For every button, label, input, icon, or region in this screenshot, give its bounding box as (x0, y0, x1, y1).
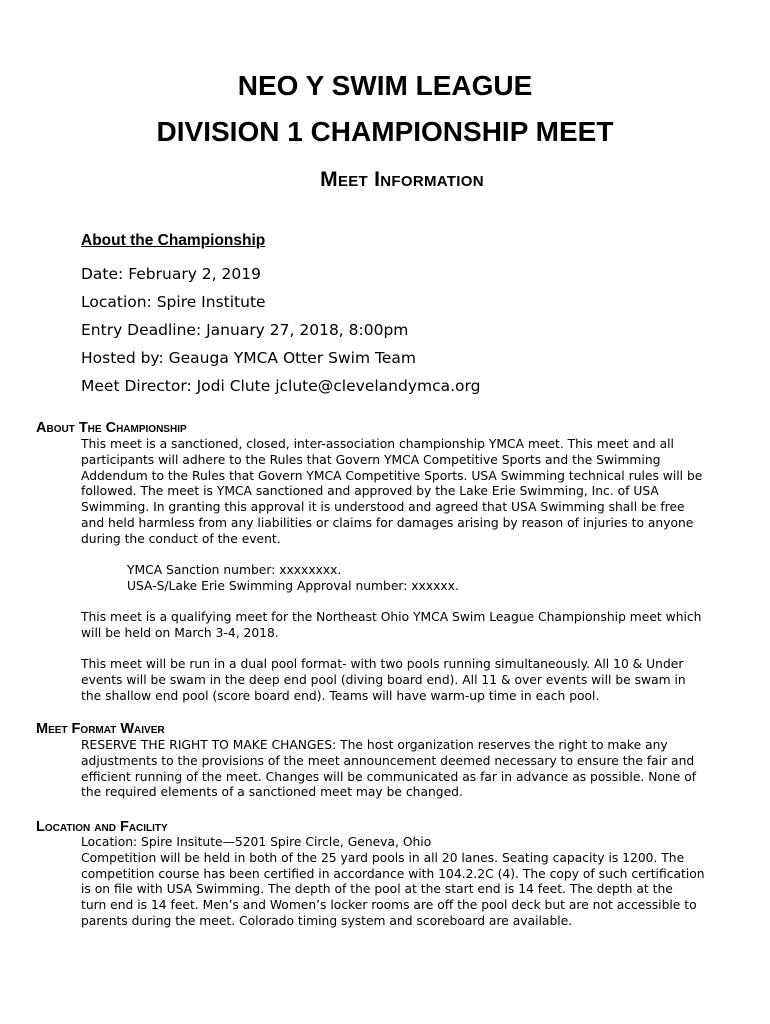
paragraph-line: Addendum to the Rules that Govern YMCA Competitive Sports. USA Swimming technical rules will be (81, 468, 703, 483)
paragraph-line: RESERVE THE RIGHT TO MAKE CHANGES: The host organization reserves the right to make any (81, 738, 668, 752)
paragraph-line: Location: Spire Insitute—5201 Spire Circle, Geneva, Ohio (81, 835, 432, 849)
paragraph-line: followed. The meet is YMCA sanctioned and approved by the Lake Erie Swimming, Inc. of USA (81, 484, 659, 499)
paragraph-line: is on file with USA Swimming. The depth of the pool at the start end is 14 feet. The depth at the (81, 882, 673, 897)
page-title-line1: NEO Y SWIM LEAGUE (237, 70, 533, 101)
sanction-numbers (127, 563, 727, 595)
paragraph-line: and held harmless from any liabilities or claims for damages arising by reason of injuries to anyone (81, 515, 694, 530)
paragraph-line: This meet is a qualifying meet for the Northeast Ohio YMCA Swim League Championship meet which (81, 610, 702, 624)
summary-date: Date: February 2, 2019 (81, 265, 261, 283)
about-paragraph-1 (81, 437, 736, 548)
section-heading-waiver: Meet Format Waiver (36, 721, 165, 737)
usa-swimming-approval-number: USA-S/Lake Erie Swimming Approval number: xxxxxx. (127, 578, 459, 593)
paragraph-line: Swimming. In granting this approval it is understood and agreed that USA Swimming shall be free (81, 500, 685, 515)
paragraph-line: participants will adhere to the Rules that Govern YMCA Competitive Sports and the Swimming (81, 452, 661, 467)
paragraph-line: Competition will be held in both of the 25 yard pools in all 20 lanes. Seating capacity is 1200. The (81, 850, 685, 865)
paragraph-line: the shallow end pool (score board end). Teams will have warm-up time in each pool. (81, 688, 600, 703)
summary-meet-director: Meet Director: Jodi Clute jclute@clevelandymca.org (81, 377, 481, 395)
ymca-sanction-number: YMCA Sanction number: xxxxxxxx. (127, 563, 342, 577)
paragraph-line: efficient running of the meet. Changes will be communicated as far in advance as possible. None of (81, 769, 697, 784)
section-heading-location: Location and Facility (36, 819, 168, 835)
summary-heading: About the Championship (81, 232, 266, 249)
paragraph-line: during the conduct of the event. (81, 531, 281, 546)
waiver-paragraph (81, 738, 736, 801)
paragraph-line: the required elements of a sanctioned meet may be changed. (81, 785, 463, 800)
summary-host: Hosted by: Geauga YMCA Otter Swim Team (81, 349, 416, 367)
section-heading-about: About The Championship (36, 420, 187, 436)
paragraph-line: events will be swam in the deep end pool (diving board end). All 11 & over events will be swam in (81, 672, 686, 687)
about-paragraph-3 (81, 657, 736, 704)
page-title-line2: DIVISION 1 CHAMPIONSHIP MEET (156, 116, 614, 147)
page-subtitle: Meet Information (320, 168, 484, 191)
summary-entry-deadline: Entry Deadline: January 27, 2018, 8:00pm (81, 321, 409, 339)
paragraph-line: This meet will be run in a dual pool format- with two pools running simultaneously. All 10 & Under (81, 657, 684, 671)
paragraph-line: adjustments to the provisions of the meet announcement deemed necessary to ensure the fair and (81, 753, 695, 768)
paragraph-line: turn end is 14 feet. Men’s and Women’s locker rooms are off the pool deck but are not accessible to (81, 898, 697, 913)
paragraph-line: parents during the meet. Colorado timing system and scoreboard are available. (81, 913, 573, 928)
championship-summary (81, 232, 741, 400)
paragraph-line: will be held on March 3-4, 2018. (81, 625, 279, 640)
about-paragraph-2 (81, 610, 736, 642)
location-paragraph (81, 835, 736, 930)
summary-location: Location: Spire Institute (81, 293, 266, 311)
paragraph-line: competition course has been certified in accordance with 104.2.2C (4). The copy of such certification (81, 866, 705, 881)
paragraph-line: This meet is a sanctioned, closed, inter-association championship YMCA meet. This meet and all (81, 437, 674, 451)
